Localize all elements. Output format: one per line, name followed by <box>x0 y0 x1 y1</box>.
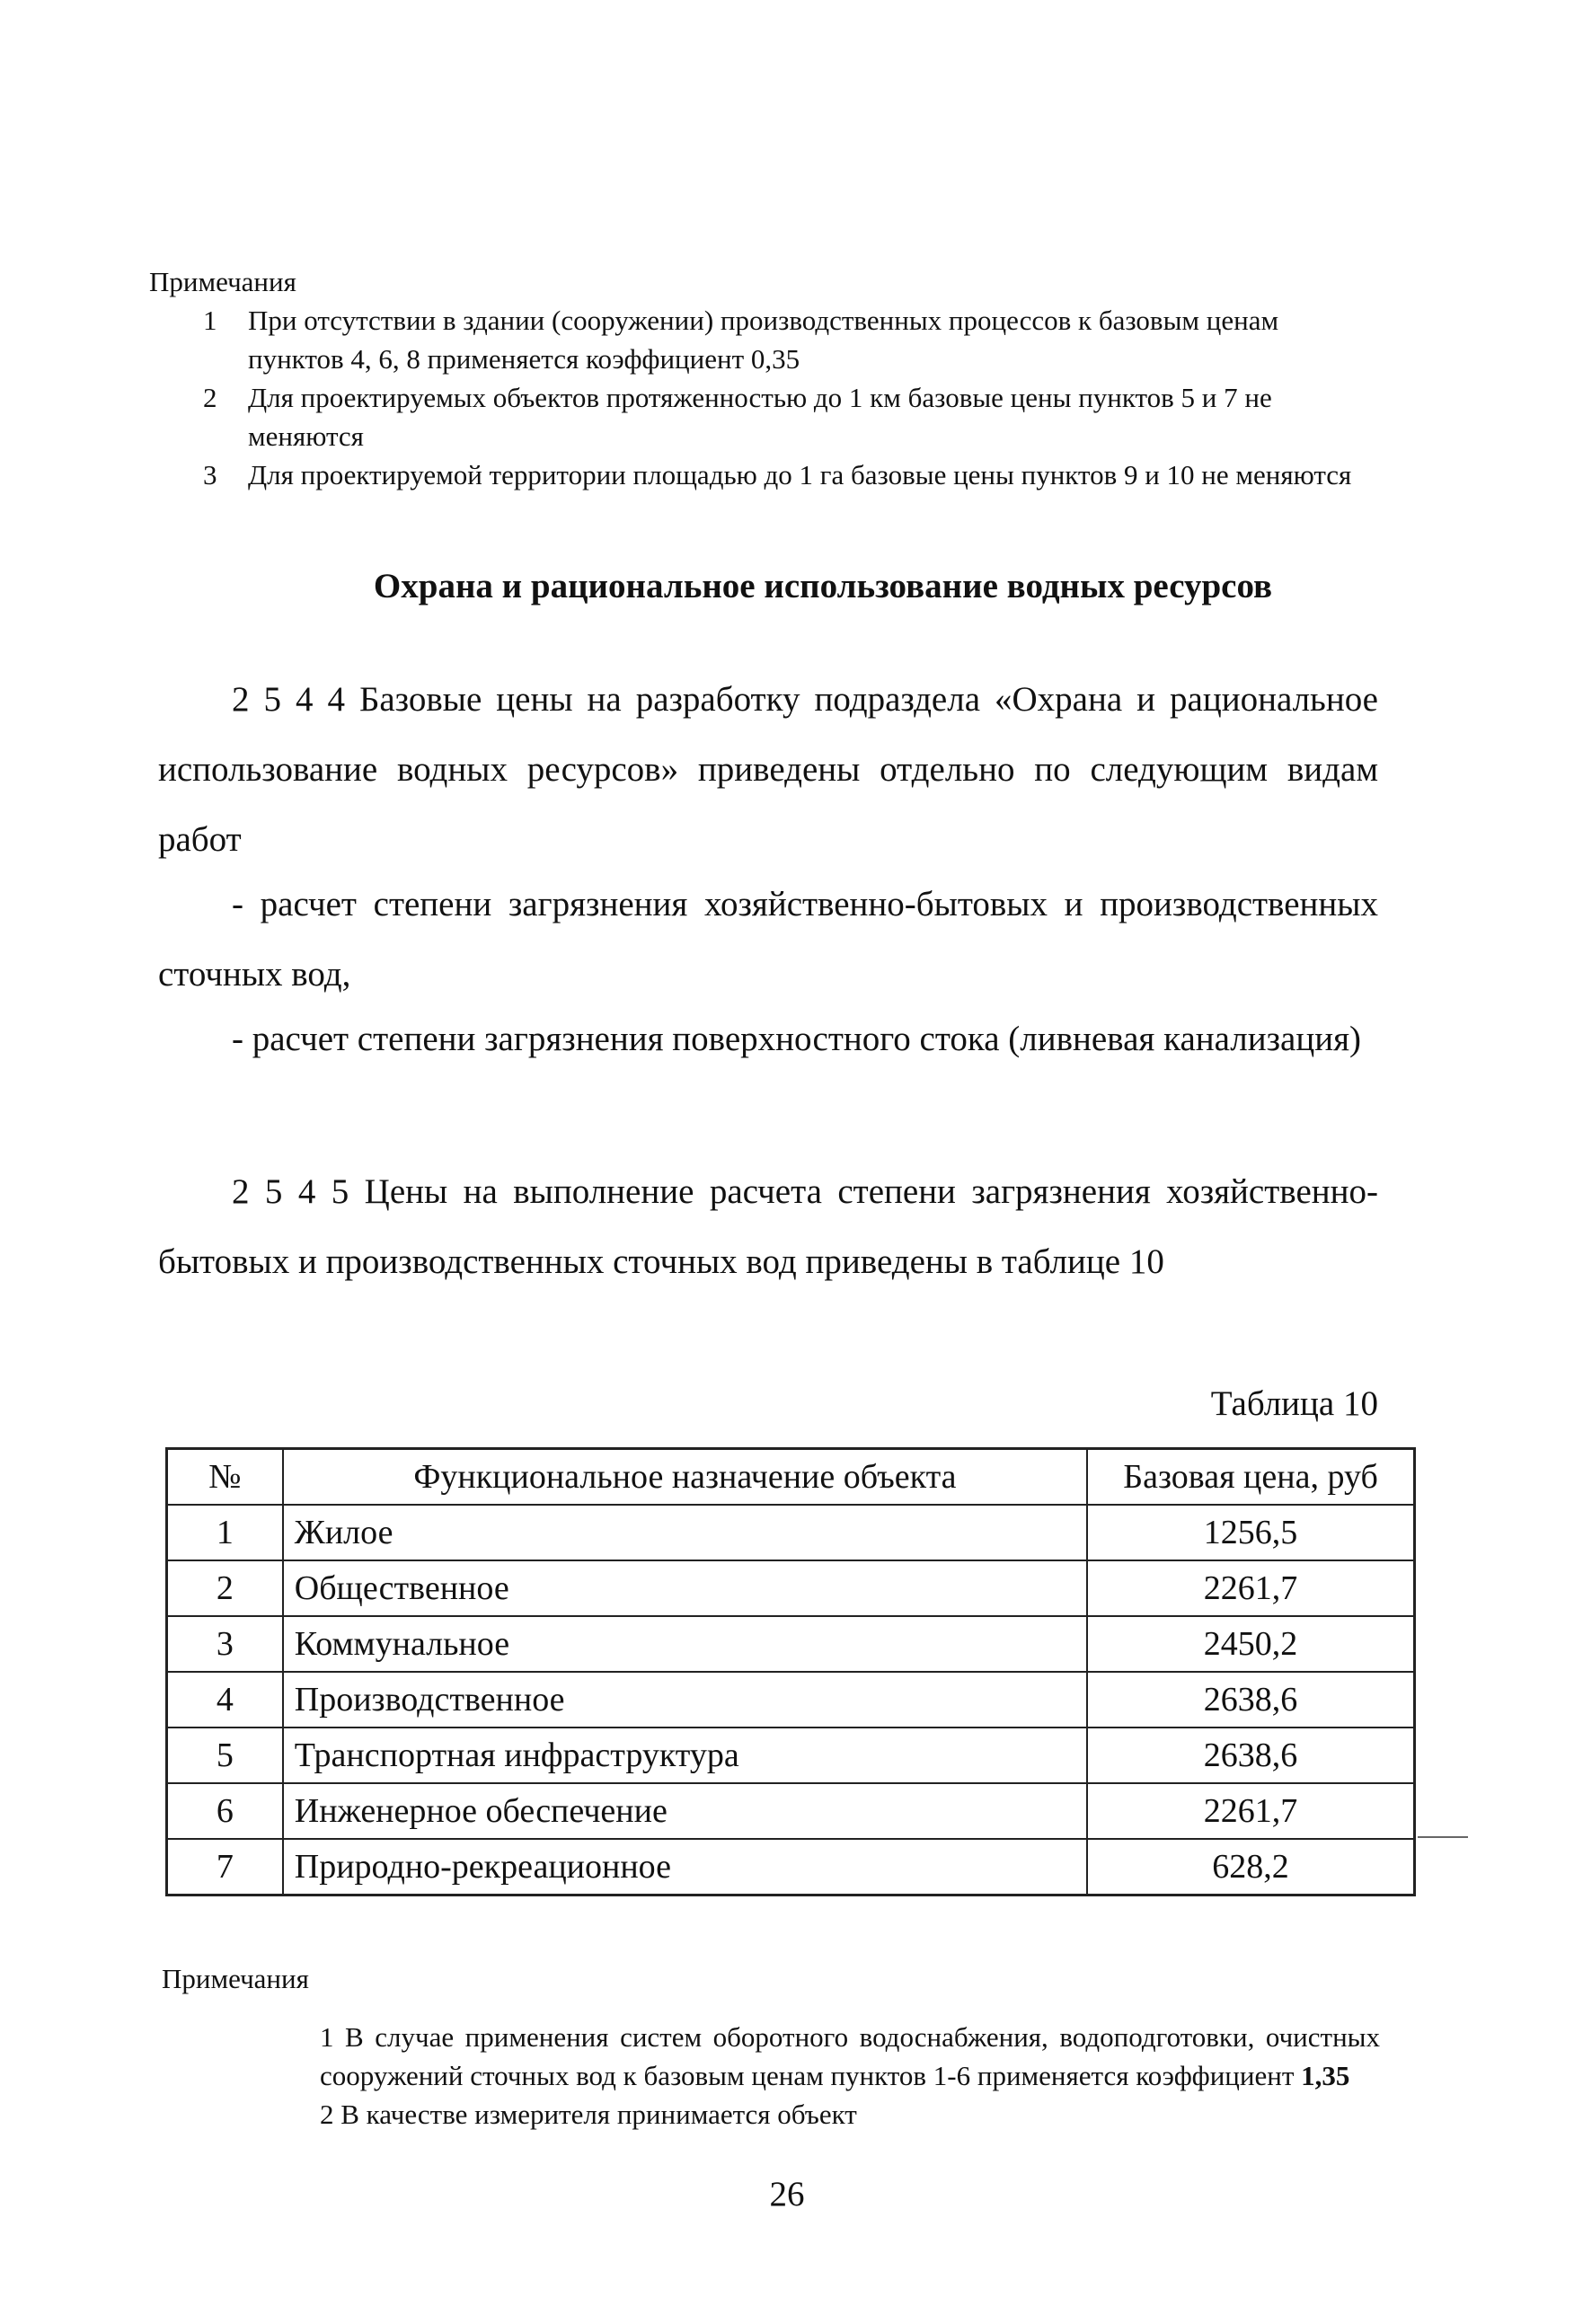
table-row <box>167 1505 1415 1560</box>
table-row <box>167 1728 1415 1783</box>
price-table <box>165 1447 1416 1896</box>
paragraph-text: 2 5 4 4 Базовые цены на разработку подраздела «Охрана и рациональное использование водных ресурсов» приведены отдельно по следующим видам работ <box>158 680 1378 859</box>
row-price: 2261,7 <box>1087 1560 1414 1616</box>
note-text: Для проектируемых объектов протяженностью до 1 км базовые цены пунктов 5 и 7 не меняются <box>248 382 1272 452</box>
section-title <box>0 566 1574 606</box>
list-item-text: - расчет степени загрязнения хозяйственно-бытовых и производственных сточных вод, <box>158 885 1378 994</box>
section-title-text: Охрана и рациональное использование водных ресурсов <box>373 567 1273 605</box>
note-text: При отсутствии в здании (сооружении) производственных процессов к базовым ценам пунктов 4, 6, 8 применяется коэффициент 0,35 <box>248 305 1279 375</box>
row-price: 1256,5 <box>1087 1505 1414 1560</box>
note-number: 2 <box>203 382 217 413</box>
table-row <box>167 1783 1415 1839</box>
note-item <box>149 378 1380 455</box>
row-number: 6 <box>167 1783 283 1839</box>
row-purpose: Коммунальное <box>283 1616 1087 1672</box>
notes-heading: Примечания <box>149 266 296 297</box>
note-1-text: 1 В случае применения систем оборотного водоснабжения, водоподготовки, очистных сооружений сточных вод к базовым ценам пунктов 1-6 применяется коэффициент <box>320 2021 1380 2091</box>
row-number: 2 <box>167 1560 283 1616</box>
top-notes <box>149 262 1380 494</box>
header-price: Базовая цена, руб <box>1087 1449 1414 1506</box>
row-purpose: Производственное <box>283 1672 1087 1728</box>
scan-artifact-line <box>1418 1836 1468 1838</box>
note-number: 3 <box>203 459 217 490</box>
row-number: 7 <box>167 1839 283 1895</box>
row-purpose: Транспортная инфраструктура <box>283 1728 1087 1783</box>
header-number: № <box>167 1449 283 1506</box>
table-row <box>167 1616 1415 1672</box>
table-header-row <box>167 1449 1415 1506</box>
header-purpose: Функциональное назначение объекта <box>283 1449 1087 1506</box>
row-number: 4 <box>167 1672 283 1728</box>
page-number: 26 <box>769 2175 805 2214</box>
paragraph-2545 <box>158 1157 1378 1297</box>
notes-heading: Примечания <box>162 1963 309 1994</box>
row-purpose: Природно-рекреационное <box>283 1839 1087 1895</box>
note-1 <box>320 2018 1380 2095</box>
paragraph-2544 <box>158 665 1378 875</box>
row-price: 2638,6 <box>1087 1672 1414 1728</box>
list-item-text: - расчет степени загрязнения поверхностного стока (ливневая канализация) <box>232 1020 1361 1058</box>
table-row <box>167 1560 1415 1616</box>
row-number: 5 <box>167 1728 283 1783</box>
row-purpose: Жилое <box>283 1505 1087 1560</box>
table-caption: Таблица 10 <box>1210 1384 1378 1423</box>
list-item-surface-runoff <box>158 1004 1378 1074</box>
row-price: 2638,6 <box>1087 1728 1414 1783</box>
paragraph-text: 2 5 4 5 Цены на выполнение расчета степени загрязнения хозяйственно-бытовых и производственных сточных вод приведены в таблице 10 <box>158 1172 1378 1281</box>
row-number: 1 <box>167 1505 283 1560</box>
bottom-notes <box>320 2018 1380 2134</box>
table-row <box>167 1839 1415 1895</box>
note-item <box>149 455 1380 494</box>
note-item <box>149 301 1380 378</box>
note-text: Для проектируемой территории площадью до 1 га базовые цены пунктов 9 и 10 не меняются <box>248 459 1352 490</box>
note-number: 1 <box>203 305 217 336</box>
table-row <box>167 1672 1415 1728</box>
row-price: 2261,7 <box>1087 1783 1414 1839</box>
row-purpose: Общественное <box>283 1560 1087 1616</box>
row-number: 3 <box>167 1616 283 1672</box>
list-item-wastewater <box>158 870 1378 1010</box>
row-price: 2450,2 <box>1087 1616 1414 1672</box>
row-price: 628,2 <box>1087 1839 1414 1895</box>
note-2: 2 В качестве измерителя принимается объект <box>320 2099 857 2130</box>
coefficient-value: 1,35 <box>1301 2060 1350 2091</box>
row-purpose: Инженерное обеспечение <box>283 1783 1087 1839</box>
